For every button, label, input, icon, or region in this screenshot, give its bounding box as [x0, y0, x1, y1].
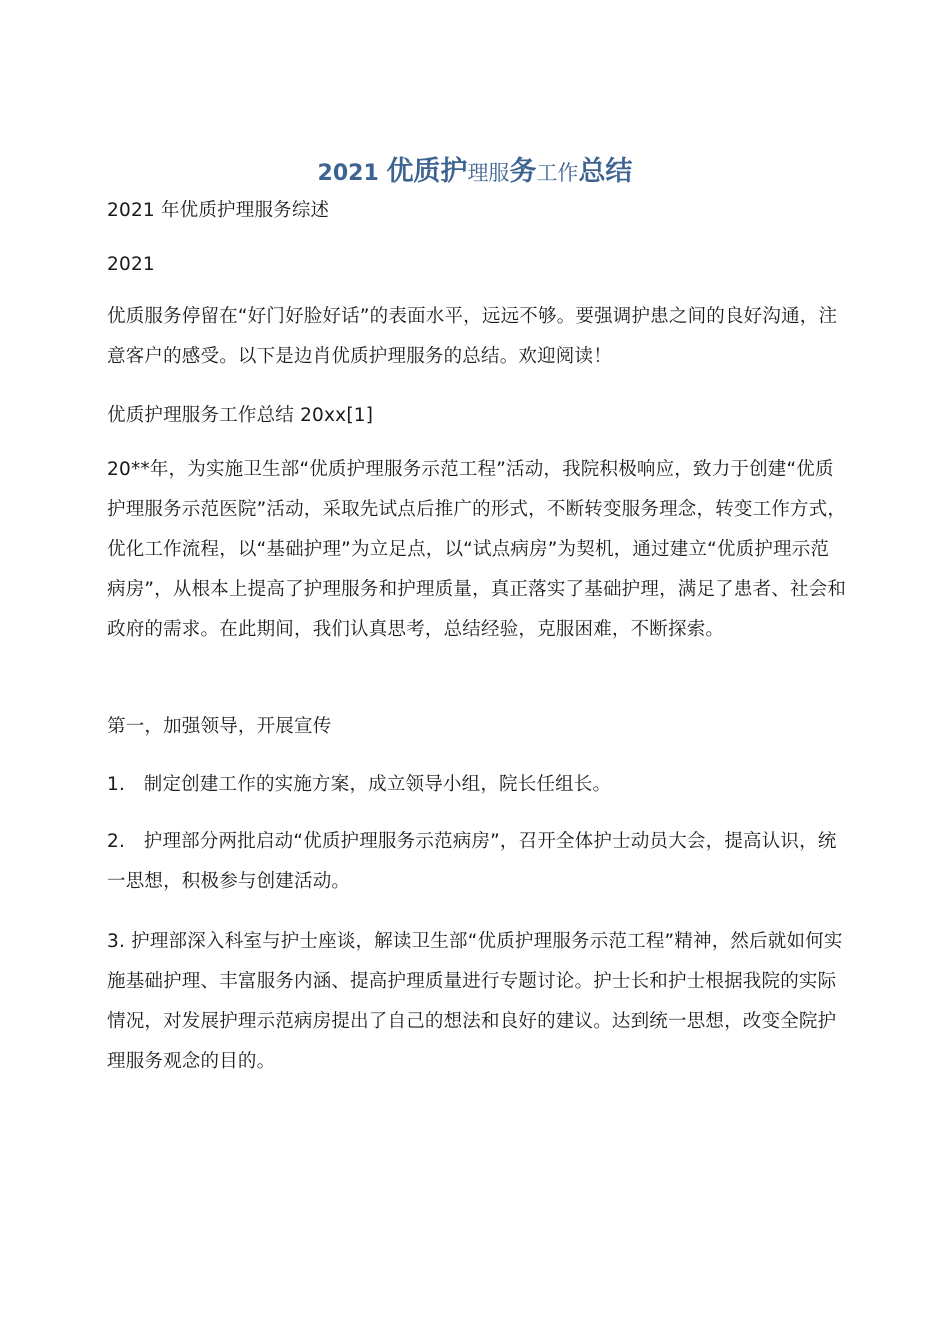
- intro-line-year: 2021: [107, 254, 155, 275]
- title-part-4: 工作: [536, 161, 579, 185]
- list-item-1: 1. 制定创建工作的实施方案，成立领导小组，院长任组长。: [107, 774, 612, 795]
- title-part-3: 务: [509, 156, 537, 187]
- list-item-3: 3. 护理部深入科室与护士座谈，解读卫生部“优质护理服务示范工程”精神，然后就如何实施基础护理、丰富服务内涵、提高护理质量进行专题讨论。护士长和护士根据我院的实际情况，对发展护理示范病房提出了自己的想法和良好的建议。达到统一思想，改变全院护理服务观念的目的。: [107, 931, 843, 1072]
- title-part-5: 总结: [578, 156, 633, 187]
- section-subtitle: 优质护理服务工作总结 20xx[1]: [107, 405, 374, 426]
- title-part-1: 优质护: [386, 156, 468, 187]
- intro-line-year-overview: 2021 年优质护理服务综述: [107, 200, 330, 221]
- summary-paragraph: 优质服务停留在“好门好脸好话”的表面水平，远远不够。要强调护患之间的良好沟通，注意客户的感受。以下是边肖优质护理服务的总结。欢迎阅读！: [107, 306, 838, 367]
- document-title: [0, 150, 950, 197]
- title-year: 2021: [317, 161, 387, 186]
- body-paragraph: 20**年，为实施卫生部“优质护理服务示范工程”活动，我院积极响应，致力于创建“优质护理服务示范医院”活动，采取先试点后推广的形式，不断转变服务理念，转变工作方式，优化工作流程，以“基础护理”为立足点，以“试点病房”为契机，通过建立“优质护理示范病房”，从根本上提高了护理服务和护理质量，真正落实了基础护理，满足了患者、社会和政府的需求。在此期间，我们认真思考，总结经验，克服困难，不断探索。: [107, 459, 847, 640]
- title-part-2: 理服: [467, 161, 510, 185]
- list-item-2: 2. 护理部分两批启动“优质护理服务示范病房”，召开全体护士动员大会，提高认识，统一思想，积极参与创建活动。: [107, 831, 837, 892]
- section-heading: 第一，加强领导，开展宣传: [107, 716, 332, 737]
